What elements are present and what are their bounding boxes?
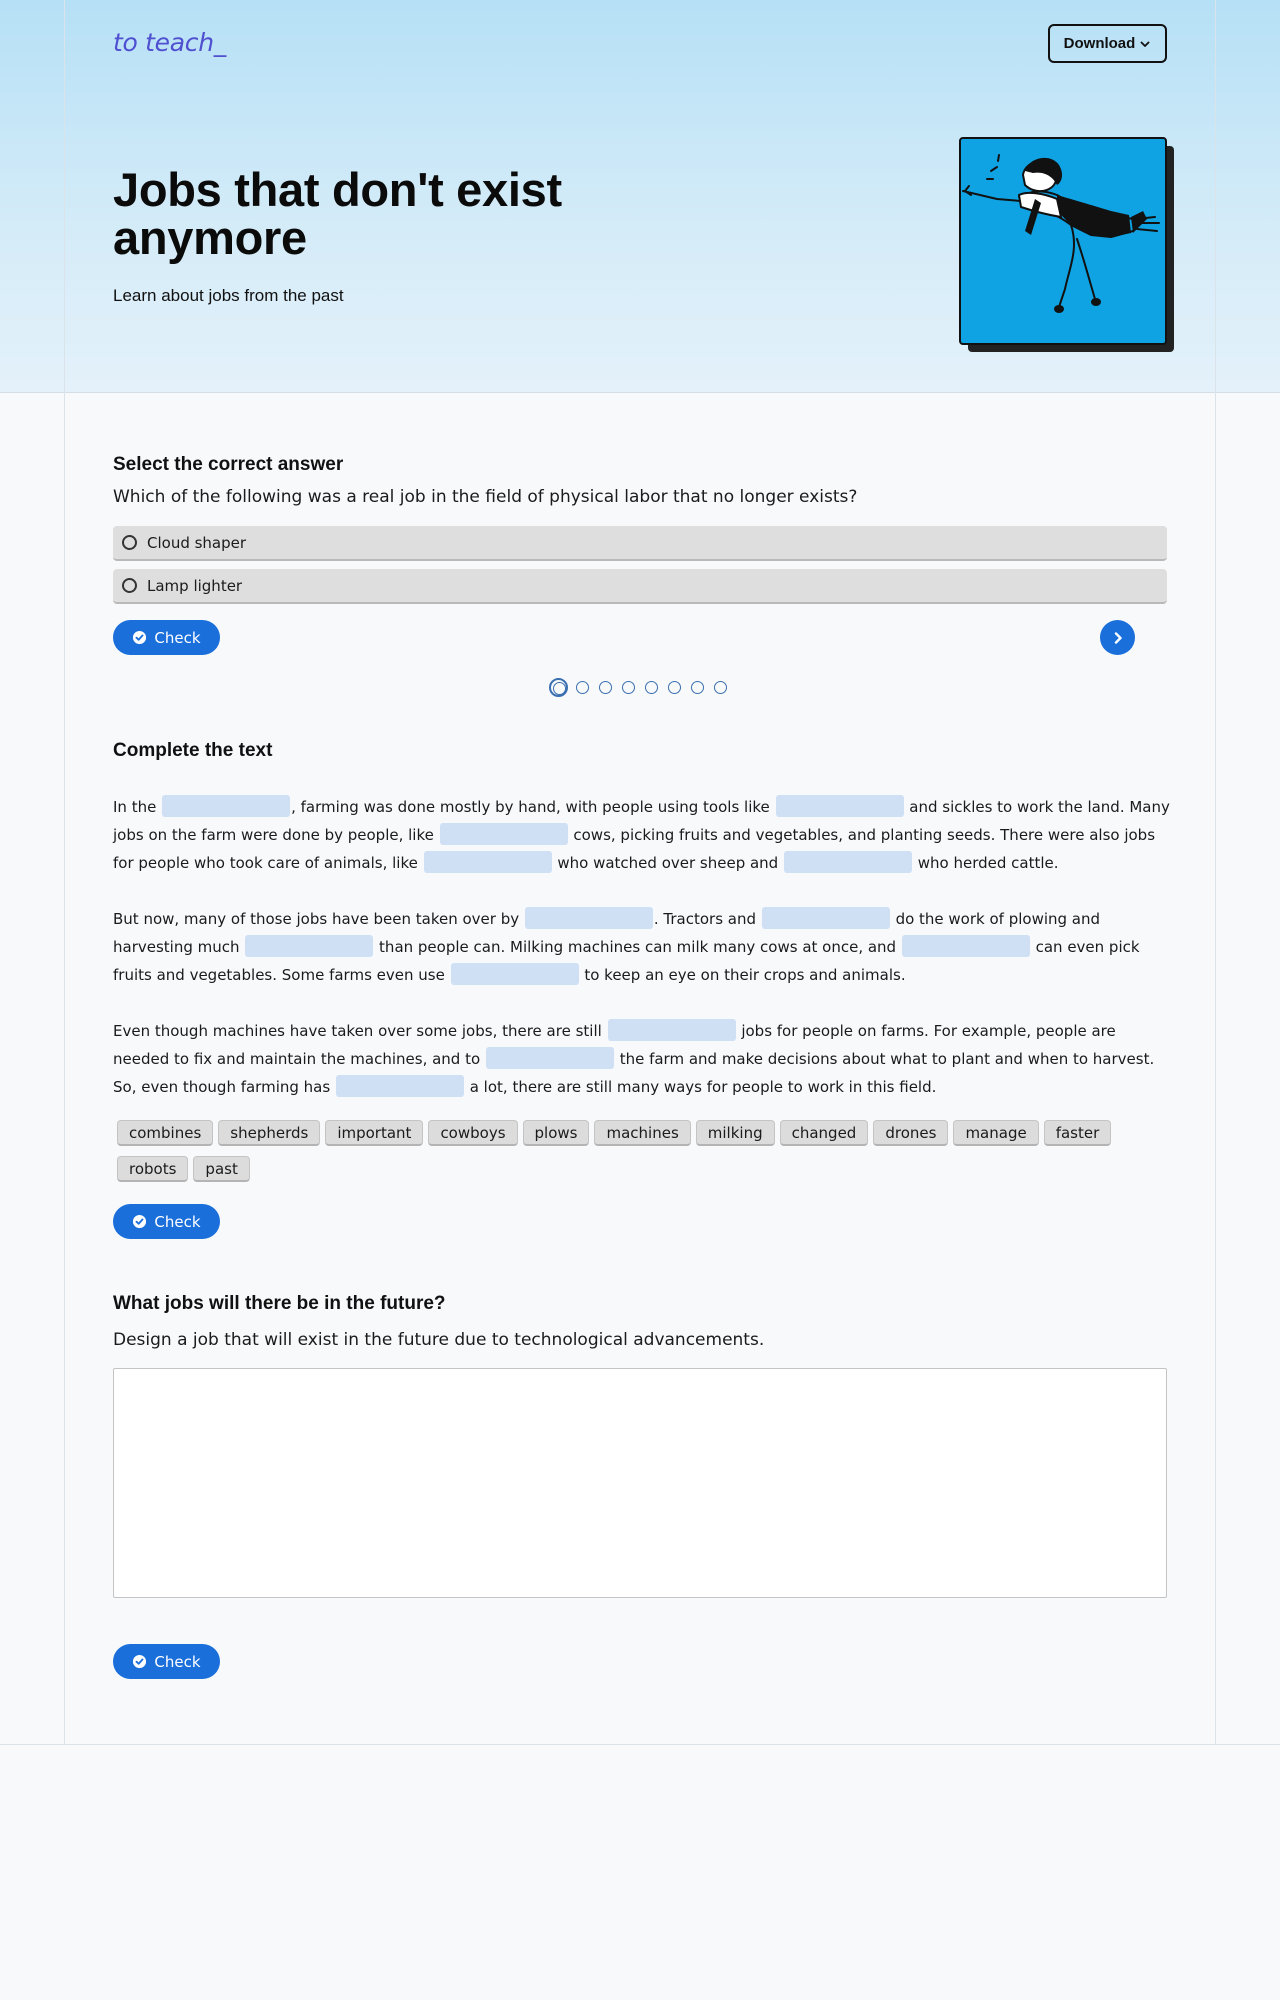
blank-drop-zone[interactable] <box>902 935 1030 957</box>
blank-drop-zone[interactable] <box>776 795 904 817</box>
pagination-dot[interactable] <box>576 681 589 694</box>
blank-drop-zone[interactable] <box>424 851 552 873</box>
cloze-text-segment: cows, picking fruits and vegetables, and planting seeds. There were also jobs for people who took care of animals, like <box>113 826 1156 872</box>
quiz-section-title: Select the correct answer <box>113 454 344 475</box>
pagination-dot-current[interactable] <box>549 678 568 697</box>
quiz-question: Which of the following was a real job in the field of physical labor that no longer exists? <box>113 487 858 507</box>
pagination-dot[interactable] <box>622 681 635 694</box>
future-answer-textarea[interactable] <box>113 1368 1167 1598</box>
blank-drop-zone[interactable] <box>762 907 890 929</box>
pagination-dot[interactable] <box>599 681 612 694</box>
pagination-dot[interactable] <box>691 681 704 694</box>
next-question-button[interactable] <box>1100 620 1135 655</box>
blank-drop-zone[interactable] <box>525 907 653 929</box>
cloze-check-button[interactable] <box>113 1204 220 1239</box>
radio-button[interactable] <box>122 578 137 593</box>
cloze-paragraph <box>113 1017 1171 1101</box>
cloze-text-segment: Even though machines have taken over some jobs, there are still <box>113 1022 607 1040</box>
check-label: Check <box>154 628 201 647</box>
cloze-section-title: Complete the text <box>113 740 273 761</box>
option-label: Cloud shaper <box>147 533 247 552</box>
layout-guide-left <box>64 0 65 1744</box>
blank-drop-zone[interactable] <box>245 935 373 957</box>
cloze-text <box>113 793 1171 1129</box>
site-logo[interactable]: to teach_ <box>113 28 226 57</box>
download-button[interactable] <box>1048 24 1167 63</box>
chevron-down-icon <box>1139 38 1151 50</box>
cloze-text-segment: But now, many of those jobs have been taken over by <box>113 910 524 928</box>
blank-drop-zone[interactable] <box>451 963 579 985</box>
word-chip[interactable]: drones <box>873 1120 948 1146</box>
word-chip[interactable]: combines <box>117 1120 213 1146</box>
check-label: Check <box>154 1212 201 1231</box>
answer-option-cloud-shaper[interactable] <box>113 526 1167 561</box>
page-title: Jobs that don't exist anymore <box>113 163 562 264</box>
quiz-check-button[interactable] <box>113 620 220 655</box>
future-question: Design a job that will exist in the future due to technological advancements. <box>113 1330 765 1350</box>
cloze-text-segment: than people can. Milking machines can milk many cows at once, and <box>374 938 901 956</box>
cloze-paragraph <box>113 905 1171 989</box>
check-circle-icon <box>132 1654 147 1669</box>
cloze-text-segment: , farming was done mostly by hand, with people using tools like <box>291 798 775 816</box>
future-section-title: What jobs will there be in the future? <box>113 1293 446 1314</box>
cloze-text-segment: who herded cattle. <box>912 854 1059 872</box>
cloze-text-segment: the farm and make decisions about what to plant and when to harvest. So, even though farming has <box>113 1050 1155 1096</box>
chevron-right-icon <box>1110 630 1126 646</box>
radio-button[interactable] <box>122 535 137 550</box>
word-chip[interactable]: past <box>193 1156 249 1182</box>
word-chip[interactable]: cowboys <box>428 1120 517 1146</box>
cloze-text-segment: . Tractors and <box>653 910 761 928</box>
cloze-text-segment: In the <box>113 798 162 816</box>
check-circle-icon <box>132 1214 147 1229</box>
pagination-dot[interactable] <box>668 681 681 694</box>
blank-drop-zone[interactable] <box>440 823 568 845</box>
blank-drop-zone[interactable] <box>608 1019 736 1041</box>
page-subtitle: Learn about jobs from the past <box>113 286 344 305</box>
check-label: Check <box>154 1652 201 1671</box>
word-chip[interactable]: important <box>325 1120 423 1146</box>
cloze-text-segment: do the work of plowing and harvesting much <box>113 910 1101 956</box>
pagination-dot[interactable] <box>645 681 658 694</box>
flying-worker-illustration <box>959 137 1167 345</box>
blank-drop-zone[interactable] <box>336 1075 464 1097</box>
word-chip[interactable]: milking <box>696 1120 775 1146</box>
question-pagination <box>549 677 737 697</box>
word-chip[interactable]: changed <box>780 1120 869 1146</box>
word-chip[interactable]: manage <box>953 1120 1038 1146</box>
cloze-text-segment: a lot, there are still many ways for people to work in this field. <box>464 1078 937 1096</box>
blank-drop-zone[interactable] <box>486 1047 614 1069</box>
pagination-dot[interactable] <box>714 681 727 694</box>
future-check-button[interactable] <box>113 1644 220 1679</box>
download-label: Download <box>1063 35 1136 52</box>
check-circle-icon <box>132 630 147 645</box>
word-bank <box>117 1120 1177 1192</box>
word-chip[interactable]: machines <box>594 1120 690 1146</box>
answer-option-lamp-lighter[interactable] <box>113 569 1167 604</box>
blank-drop-zone[interactable] <box>162 795 290 817</box>
layout-guide-right <box>1215 0 1216 1744</box>
cloze-text-segment: who watched over sheep and <box>552 854 783 872</box>
word-chip[interactable]: robots <box>117 1156 188 1182</box>
cloze-text-segment: to keep an eye on their crops and animals. <box>579 966 906 984</box>
word-chip[interactable]: plows <box>523 1120 590 1146</box>
cloze-text-segment: and sickles to work the land. Many jobs on the farm were done by people, like <box>113 798 1170 844</box>
layout-guide-bottom <box>0 1744 1280 1745</box>
cloze-text-segment: can even pick fruits and vegetables. Some farms even use <box>113 938 1140 984</box>
flying-worker-drawing <box>961 139 1167 345</box>
cloze-text-segment: jobs for people on farms. For example, people are needed to fix and maintain the machines, and to <box>113 1022 1116 1068</box>
option-label: Lamp lighter <box>147 576 243 595</box>
cloze-paragraph <box>113 793 1171 877</box>
word-chip[interactable]: shepherds <box>218 1120 320 1146</box>
blank-drop-zone[interactable] <box>784 851 912 873</box>
word-chip[interactable]: faster <box>1044 1120 1112 1146</box>
